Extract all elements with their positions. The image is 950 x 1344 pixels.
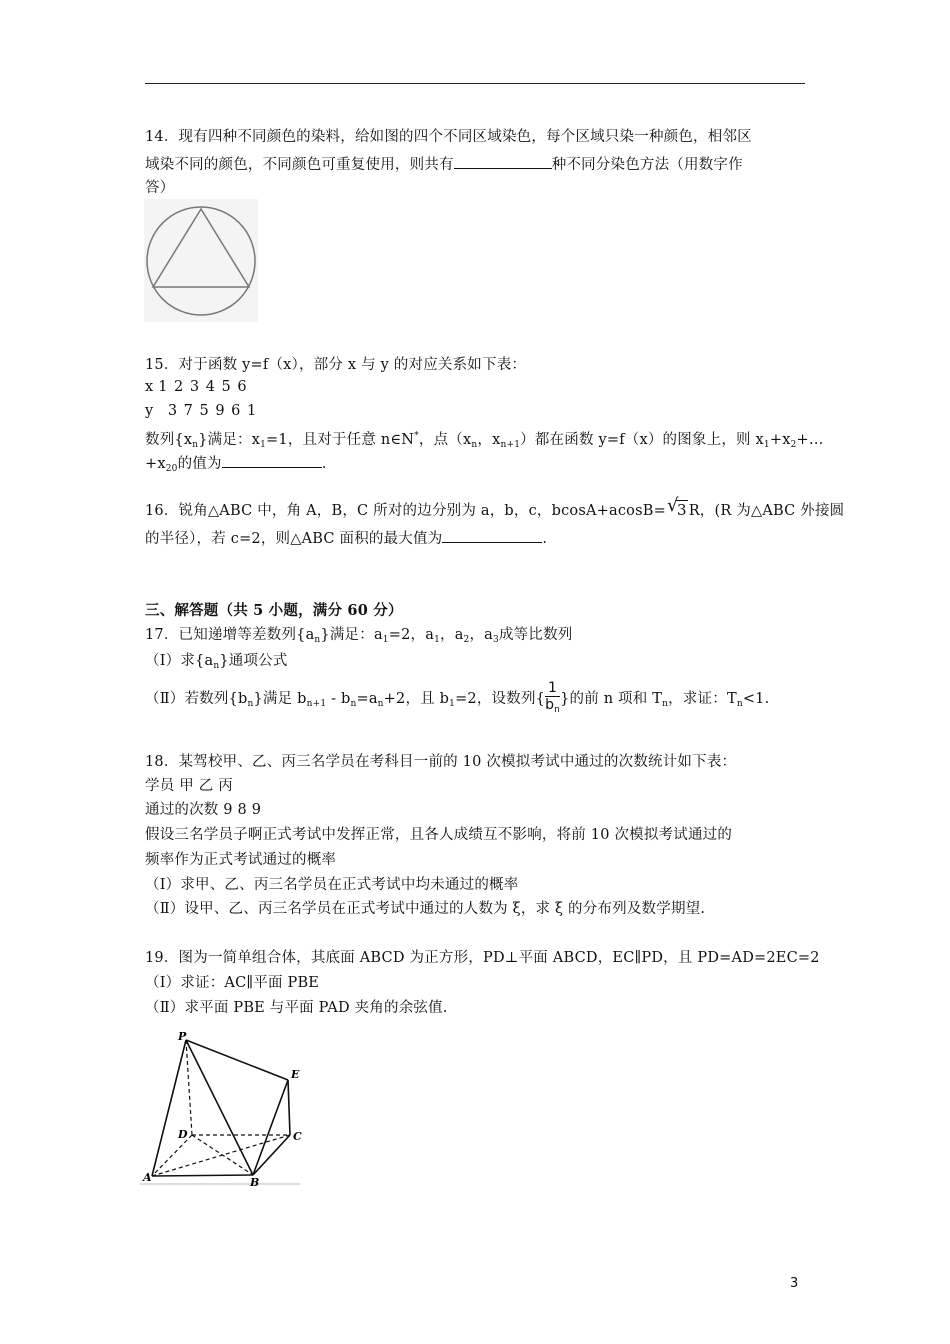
q18-line-3: 通过的次数 9 8 9: [145, 802, 262, 818]
q14-circle-triangle-figure: [144, 199, 258, 322]
edge-DA: [152, 1135, 192, 1176]
vertex-label-P: P: [178, 1030, 187, 1043]
q19-part-2: （Ⅱ）求平面 PBE 与平面 PAD 夹角的余弦值.: [145, 1000, 448, 1016]
edge-PB: [186, 1040, 253, 1175]
answer-blank-16[interactable]: [442, 527, 542, 543]
answer-blank-15[interactable]: [222, 452, 322, 468]
q15-row-x: x 1 2 3 4 5 6: [145, 379, 248, 395]
edge-PA: [152, 1040, 186, 1176]
q18-line-2: 学员 甲 乙 丙: [145, 778, 233, 794]
vertex-label-E: E: [291, 1068, 300, 1081]
edge-PD: [186, 1040, 192, 1135]
q15-row-y: y 3 7 5 9 6 1: [145, 403, 258, 419]
answer-blank-14[interactable]: [454, 153, 552, 169]
q18-line-5: 频率作为正式考试通过的概率: [145, 852, 337, 868]
edge-EB: [253, 1080, 288, 1175]
q16-line-1: 16．锐角△ABC 中，角 A，B，C 所对的边分别为 a，b，c，bcosA+acosB= √ 3 R，(R 为△ABC 外接圆: [145, 495, 845, 519]
fraction-1-over-bn: $\frac{1}{b_n}$: [545, 680, 561, 715]
vertex-label-B: B: [250, 1176, 260, 1188]
q19-part-1: （Ⅰ）求证：AC∥平面 PBE: [145, 975, 320, 991]
q15-line-4: 数列$\{x_n\}$满足：$x_1=1$，且对于任意 n∈N*，点（$x_n$，$x_{n+1}$）都在函数 y=f（x）的图象上，则 $x_1+x_2+\dots$: [145, 431, 824, 450]
q14-line-1: 14．现有四种不同颜色的染料，给如图的四个不同区域染色，每个区域只染一种颜色，相邻区: [145, 129, 752, 145]
q17-part-1: （Ⅰ）求$\{a_n\}$通项公式: [145, 653, 288, 671]
q14-line-3: 答）: [145, 180, 175, 196]
section-3-heading: 三、解答题（共 5 小题，满分 60 分）: [145, 602, 403, 619]
q18-line-4: 假设三名学员子啊正式考试中发挥正常，且各人成绩互不影响，将前 10 次模拟考试通过的: [145, 827, 733, 843]
vertex-label-D: D: [178, 1128, 188, 1141]
q14-line-2: 域染不同的颜色，不同颜色可重复使用，则共有 种不同分染色方法（用数字作: [145, 153, 743, 175]
q15-line-1: 15．对于函数 y=f（x），部分 x 与 y 的对应关系如下表：: [145, 357, 527, 373]
vertex-label-A: A: [143, 1171, 152, 1184]
edge-AB: [152, 1175, 253, 1176]
q17-line-1: 17．已知递增等差数列$\{a_n\}$满足：$a_1=2$，$a_1$，$a_2$，$a_3$成等比数列: [145, 627, 573, 645]
sqrt-symbol: √ 3: [666, 495, 687, 519]
q18-line-1: 18．某驾校甲、乙、丙三名学员在考科目一前的 10 次模拟考试中通过的次数统计如下表：: [145, 754, 737, 770]
header-rule: [145, 83, 805, 84]
q15-line-5: $+x_{20}$的值为 .: [145, 452, 327, 479]
q17-part-2: （Ⅱ）若数列$\{b_n\}$满足 $b_{n+1} - b_n=a_n+2$，且 $b_1=2$，设数列{ $\frac{1}{b_n}$ }的前 n 项和 $T_n$，求证：$T_n<1$.: [145, 680, 769, 722]
q16-line-2: 的半径），若 c=2，则△ABC 面积的最大值为 .: [145, 527, 547, 549]
edge-CB: [253, 1135, 290, 1175]
edge-PE: [186, 1040, 288, 1080]
q18-part-1: （Ⅰ）求甲、乙、丙三名学员在正式考试中均未通过的概率: [145, 877, 519, 893]
q19-line-1: 19．图为一简单组合体，其底面 ABCD 为正方形，PD⊥平面 ABCD，EC∥PD，且 PD=AD=2EC=2: [145, 950, 820, 966]
vertex-label-C: C: [293, 1130, 302, 1143]
q18-part-2: （Ⅱ）设甲、乙、丙三名学员在正式考试中通过的人数为 ξ，求 ξ 的分布列及数学期望.: [145, 901, 706, 917]
q19-solid-figure: [140, 1028, 302, 1188]
edge-EC: [288, 1080, 290, 1135]
page-number: 3: [790, 1276, 799, 1291]
